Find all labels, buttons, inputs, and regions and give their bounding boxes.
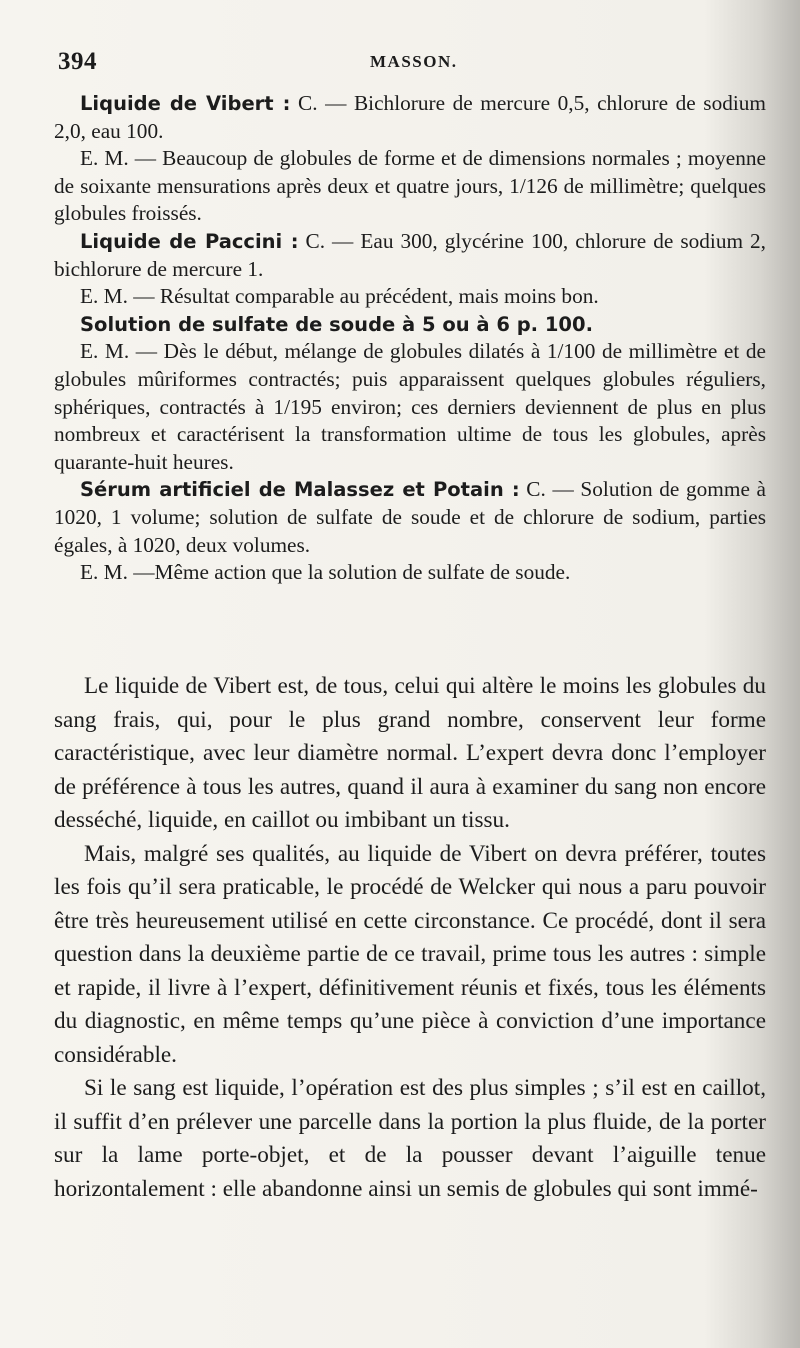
notes-block: [54, 90, 766, 587]
note-paccini-composition: [54, 228, 766, 283]
note-text: E. M. — Beaucoup de globules de forme et de dimensions normales ; moyenne de soixante mensurations après deux et quatre jours, 1/126 de millimètre; quelques globules froissés.: [54, 146, 766, 226]
note-text: E. M. — Dès le début, mélange de globules dilatés à 1/100 de millimètre et de globules mûriformes contractés; puis apparaissent quelques globules réguliers, sphériques, contractés à 1/195 environ; ces derniers deviennent de plus en plus nombreux et caractérisent la transformation ultime de tous les globules, après quarante-huit heures.: [54, 339, 766, 474]
note-sulfate-exam: [54, 338, 766, 476]
note-vibert-composition: [54, 90, 766, 145]
note-text: E. M. — Résultat comparable au précédent, mais moins bon.: [80, 284, 599, 309]
note-label: Liquide de Vibert :: [80, 92, 291, 115]
note-text: E. M. —Même action que la solution de sulfate de soude.: [80, 560, 571, 585]
page-header: [58, 48, 748, 78]
note-paccini-exam: [54, 283, 766, 311]
paragraph: Le liquide de Vibert est, de tous, celui qui altère le moins les globules du sang frais, qui, pour le plus grand nombre, conservent leur forme caractéristique, avec leur diamètre normal. L’expert devra donc l’employer de préférence à tous les autres, quand il aura à examiner du sang non encore desséché, liquide, en caillot ou imbibant un tissu.: [54, 673, 766, 833]
note-label: Solution de sulfate de soude à 5 ou à 6 p. 100.: [80, 312, 593, 336]
note-sulfate-title: [54, 311, 766, 339]
note-text: C. — Eau 300, glycérine 100, chlorure de sodium 2, bichlorure de mercure 1.: [54, 228, 767, 281]
paragraph: Mais, malgré ses qualités, au liquide de Vibert on devra préférer, toutes les fois qu’il sera praticable, le procédé de Welcker qui nous a paru pouvoir être très heureusement utilisé en cette circonstance. Ce procédé, dont il sera question dans la deuxième partie de ce travail, prime tous les autres : simple et rapide, il livre à l’expert, définitivement réunis et fixés, tous les éléments du diagnostic, en même temps qu’une pièce à conviction d’une importance considérable.: [54, 840, 766, 1068]
paragraph: Si le sang est liquide, l’opération est des plus simples ; s’il est en caillot, il suffit d’en prélever une parcelle dans la portion la plus fluide, de la porter sur la lame porte-objet, et de la pousser devant l’aiguille tenue horizontalement : elle abandonne ainsi un semis de globules qui sont immé-: [54, 1075, 766, 1202]
running-head: MASSON.: [370, 52, 458, 71]
note-serum-exam: [54, 559, 766, 587]
note-text: C. — Bichlorure de mercure 0,5, chlorure de sodium 2,0, eau 100.: [54, 91, 766, 143]
note-label: Liquide de Paccini :: [80, 229, 299, 253]
note-vibert-exam: [54, 145, 766, 228]
note-label: Sérum artificiel de Malassez et Potain :: [80, 478, 520, 502]
page-number: 394: [58, 48, 97, 75]
note-serum-composition: [54, 476, 766, 559]
note-text: C. — Solution de gomme à 1020, 1 volume; solution de sulfate de soude et de chlorure de sodium, parties égales, à 1020, deux volumes.: [54, 477, 766, 557]
body-text: [54, 670, 766, 1206]
